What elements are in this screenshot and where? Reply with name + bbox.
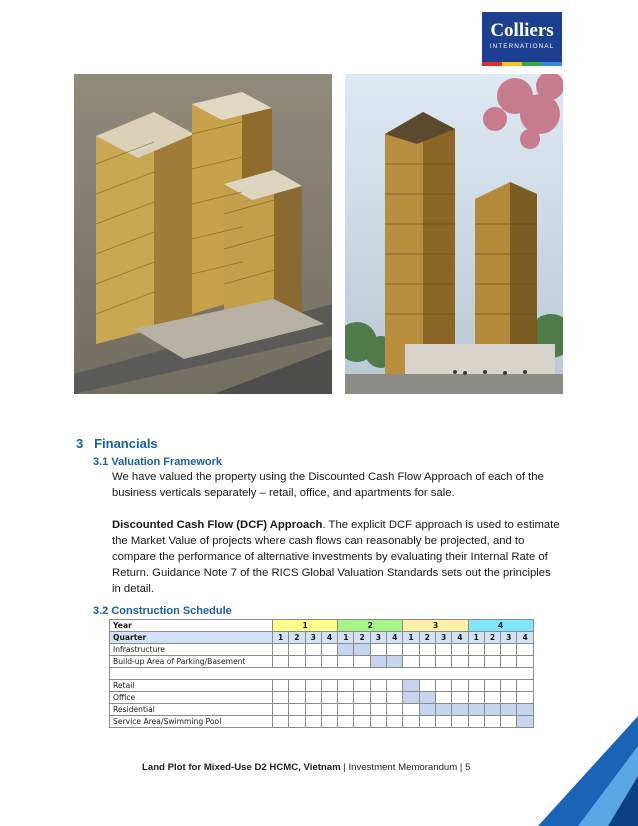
colliers-logo [482, 12, 562, 66]
active-quarter-cell [484, 703, 500, 715]
row-label: Build-up Area of Parking/Basement [110, 656, 273, 668]
valuation-paragraph [112, 469, 572, 501]
quarter-cell [387, 715, 403, 727]
quarter-cell [321, 715, 337, 727]
active-quarter-cell [387, 656, 403, 668]
quarter-cell [484, 656, 500, 668]
active-quarter-cell [517, 703, 533, 715]
quarter-cell [517, 679, 533, 691]
quarter-cell: 2 [289, 632, 305, 644]
logo-brand: Colliers [490, 20, 554, 41]
active-quarter-cell [452, 703, 468, 715]
quarter-cell [403, 703, 419, 715]
quarter-cell [403, 644, 419, 656]
row-label: Office [110, 691, 273, 703]
quarter-cell: 3 [435, 632, 451, 644]
quarter-cell [403, 715, 419, 727]
quarter-cell [484, 679, 500, 691]
quarter-cell [338, 691, 354, 703]
active-quarter-cell [354, 644, 370, 656]
quarter-cell [468, 715, 484, 727]
quarter-cell [517, 644, 533, 656]
quarter-cell: 3 [305, 632, 321, 644]
quarter-cell [501, 679, 517, 691]
active-quarter-cell [403, 679, 419, 691]
schedule-row [110, 703, 534, 715]
schedule-row [110, 644, 534, 656]
quarter-cell [289, 691, 305, 703]
quarter-cell [452, 644, 468, 656]
quarter-cell: 1 [468, 632, 484, 644]
logo-subtitle: INTERNATIONAL [489, 43, 555, 50]
schedule-row [110, 715, 534, 727]
para-line: We have valued the property using the Discounted Cash Flow Approach of each of the [112, 471, 544, 483]
quarter-cell [338, 703, 354, 715]
dcf-term: Discounted Cash Flow (DCF) Approach [112, 519, 323, 531]
quarter-cell [338, 679, 354, 691]
footer-page-number: 5 [465, 762, 471, 773]
quarter-cell [273, 691, 289, 703]
quarter-cell [289, 703, 305, 715]
quarter-cell [484, 691, 500, 703]
quarter-cell [273, 644, 289, 656]
footer-doc: Investment Memorandum [348, 762, 458, 773]
quarter-cell: 1 [338, 632, 354, 644]
para-line: business verticals separately – retail, office, and apartments for sale. [112, 487, 455, 499]
schedule-row [110, 656, 534, 668]
quarter-cell [501, 644, 517, 656]
quarter-cell [419, 656, 435, 668]
quarter-cell [452, 679, 468, 691]
blank-row [110, 668, 534, 680]
active-quarter-cell [419, 703, 435, 715]
quarter-cell [321, 703, 337, 715]
para-line: Return. Guidance Note 7 of the RICS Global Valuation Standards sets out the principles [112, 567, 551, 579]
quarter-cell [305, 691, 321, 703]
quarter-cell [370, 679, 386, 691]
quarter-cell [273, 679, 289, 691]
quarter-cell [419, 644, 435, 656]
quarter-cell [517, 691, 533, 703]
para-line: the Market Value of projects where cash flows can reasonably be projected, and to [112, 535, 525, 547]
quarter-cell [321, 644, 337, 656]
quarter-row [110, 632, 534, 644]
footer-separator: | [457, 762, 466, 773]
quarter-cell [501, 691, 517, 703]
footer-title: Land Plot for Mixed-Use D2 HCMC, Vietnam [142, 762, 341, 773]
quarter-cell [321, 691, 337, 703]
dcf-paragraph [112, 517, 572, 597]
quarter-cell: 4 [321, 632, 337, 644]
quarter-cell [370, 691, 386, 703]
corner-decoration [518, 716, 638, 826]
quarter-cell [305, 656, 321, 668]
quarter-cell [501, 656, 517, 668]
quarter-cell [419, 715, 435, 727]
row-label: Retail [110, 679, 273, 691]
row-label: Service Area/Swimming Pool [110, 715, 273, 727]
quarter-cell [289, 679, 305, 691]
quarter-cell [435, 715, 451, 727]
quarter-cell [387, 691, 403, 703]
row-label: Residential [110, 703, 273, 715]
construction-schedule-table [109, 619, 534, 728]
active-quarter-cell [403, 691, 419, 703]
section-title: Financials [94, 436, 158, 451]
quarter-cell [468, 691, 484, 703]
quarter-cell [273, 656, 289, 668]
quarter-cell [338, 715, 354, 727]
quarter-cell [452, 656, 468, 668]
page-footer [142, 762, 470, 773]
quarter-cell: 2 [484, 632, 500, 644]
schedule-heading: 3.2 Construction Schedule [93, 605, 232, 617]
schedule-row [110, 679, 534, 691]
dcf-text: . The explicit DCF approach is used to estimate [322, 519, 560, 531]
section-heading [76, 436, 158, 451]
quarter-cell [484, 715, 500, 727]
quarter-cell [468, 644, 484, 656]
quarter-cell [289, 644, 305, 656]
quarter-cell: 3 [501, 632, 517, 644]
quarter-cell [387, 679, 403, 691]
quarter-cell [370, 703, 386, 715]
active-quarter-cell [435, 703, 451, 715]
aerial-rendering-image [74, 74, 332, 394]
quarter-cell: 2 [354, 632, 370, 644]
quarter-cell [354, 679, 370, 691]
active-quarter-cell [370, 656, 386, 668]
quarter-cell [273, 715, 289, 727]
quarter-cell [273, 703, 289, 715]
active-quarter-cell [419, 691, 435, 703]
active-quarter-cell [501, 703, 517, 715]
quarter-cell [468, 656, 484, 668]
quarter-cell: 3 [370, 632, 386, 644]
footer-separator: | [340, 762, 349, 773]
quarter-cell [501, 715, 517, 727]
valuation-heading: 3.1 Valuation Framework [93, 456, 222, 468]
year-cell: 3 [403, 620, 468, 632]
quarter-cell [435, 644, 451, 656]
quarter-cell [338, 656, 354, 668]
quarter-cell: 2 [419, 632, 435, 644]
quarter-cell [403, 656, 419, 668]
quarter-cell [452, 691, 468, 703]
quarter-cell [354, 691, 370, 703]
row-label: Infrastructure [110, 644, 273, 656]
quarter-cell [321, 679, 337, 691]
quarter-cell: 4 [517, 632, 533, 644]
quarter-cell [305, 703, 321, 715]
section-number: 3 [76, 436, 84, 451]
quarter-cell [387, 644, 403, 656]
para-line [112, 517, 572, 533]
quarter-cell [419, 679, 435, 691]
quarter-cell [354, 656, 370, 668]
schedule-row [110, 691, 534, 703]
quarter-cell [435, 679, 451, 691]
para-line: in detail. [112, 583, 155, 595]
quarter-cell: 1 [273, 632, 289, 644]
quarter-cell: 1 [403, 632, 419, 644]
year-cell: 4 [468, 620, 533, 632]
year-label: Year [110, 620, 273, 632]
quarter-cell [435, 691, 451, 703]
quarter-cell [289, 656, 305, 668]
quarter-cell [435, 656, 451, 668]
quarter-cell [354, 703, 370, 715]
year-row [110, 620, 534, 632]
quarter-label: Quarter [110, 632, 273, 644]
quarter-cell [387, 703, 403, 715]
active-quarter-cell [468, 703, 484, 715]
quarter-cell [370, 715, 386, 727]
quarter-cell [517, 656, 533, 668]
quarter-cell [289, 715, 305, 727]
quarter-cell [354, 715, 370, 727]
quarter-cell: 4 [387, 632, 403, 644]
quarter-cell [305, 715, 321, 727]
quarter-cell [452, 715, 468, 727]
street-rendering-image [345, 74, 563, 394]
quarter-cell [305, 679, 321, 691]
year-cell: 1 [273, 620, 338, 632]
para-line: compare the performance of alternative investments by evaluating their Internal Rate of [112, 551, 548, 563]
active-quarter-cell [338, 644, 354, 656]
quarter-cell [305, 644, 321, 656]
quarter-cell [370, 644, 386, 656]
quarter-cell [468, 679, 484, 691]
year-cell: 2 [338, 620, 403, 632]
quarter-cell [321, 656, 337, 668]
quarter-cell: 4 [452, 632, 468, 644]
quarter-cell [484, 644, 500, 656]
blank-cell [110, 668, 534, 680]
